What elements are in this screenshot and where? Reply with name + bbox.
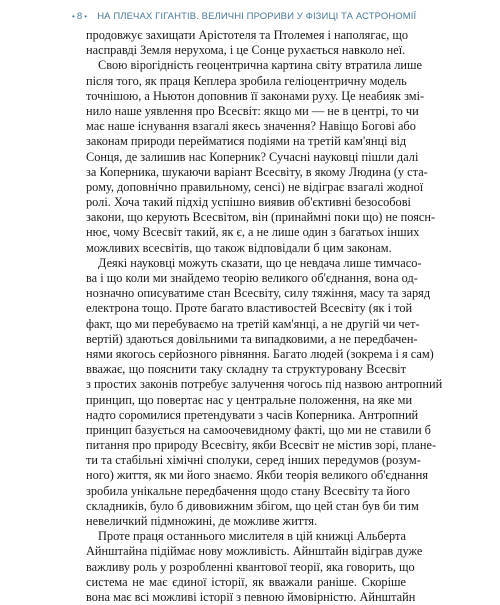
text-line: можливих всесвітів, що також відповідали б цим законам. xyxy=(86,240,392,255)
text-line: складників, було б дивовижним збігом, що цей стан був би тим xyxy=(86,498,419,513)
text-line: нозначно описуватиме стан Всесвіту, силу тяжіння, масу та заряд xyxy=(86,286,431,301)
text-line: продовжує захищати Арістотеля та Птолемея і наполягає, що xyxy=(86,28,409,42)
text-line: принцип базується на самоочевидному факті, що ми не ставили б xyxy=(86,422,431,437)
text-line: за Коперника, шукаючи варіант Всесвіту, в якому Людина (у ста- xyxy=(86,164,428,179)
header-bullet-left: • xyxy=(72,12,75,21)
header-bullet-right: • xyxy=(84,12,88,21)
text-line: ного) життя, як ми його знаємо. Якби теорія великого об'єднання xyxy=(86,468,429,483)
text-line: нями якогось серйозного рівняння. Багато людей (зокрема і я сам) xyxy=(86,346,434,361)
text-line: вертій) здаються довільними та випадковими, а не передбачен- xyxy=(86,331,418,346)
text-line: вона має всі можливі історії з певною ймовірністю. Айнштайн xyxy=(86,589,416,604)
text-line: система не має єдиної історії, як вважали раніше. Скоріше xyxy=(86,574,406,589)
text-line: питання про природу Всесвіту, якби Всесвіт не містив зорі, плане- xyxy=(86,438,437,453)
text-line: має наше існування взагалі якесь значення? Навіщо Богові або xyxy=(86,119,416,134)
text-line: насправді Земля нерухома, і це Сонце рухається навколо неї. xyxy=(86,43,406,58)
text-line: законам природи перейматися подіями на третій кам'янці від xyxy=(86,134,407,149)
text-line: Свою вірогідність геоцентрична картина світу втратила лише xyxy=(98,58,422,73)
running-title: НА ПЛЕЧАХ ГІГАНТІВ. ВЕЛИЧНІ ПРОРИВИ У ФІЗИЦІ ТА АСТРОНОМІЇ xyxy=(97,11,417,22)
text-line: нило наше уявлення про Всесвіт: якщо ми — не в центрі, то чи xyxy=(86,103,419,118)
page-number: 8 xyxy=(76,11,83,22)
text-line: точнішою, а Ньютон доповнив її законами руху. Це неабияк змі- xyxy=(86,88,425,103)
text-line: ролі. Хоча такий підхід успішно виявив об'єктивні безособові xyxy=(86,195,411,210)
body-text xyxy=(86,28,443,605)
text-line: зробила унікальне передбачення щодо стану Всесвіту та його xyxy=(86,483,411,498)
text-line: закони, що керують Всесвітом, він (принаймні поки що) не поясн- xyxy=(86,210,436,225)
text-line: Айнштайна підіймає нову можливість. Айнштайн відіграв дуже xyxy=(86,544,423,559)
text-line: надто соромилися претендувати з часів Коперника. Антропний xyxy=(86,407,419,422)
text-line: після того, як праця Кеплера зробила геліоцентричну модель xyxy=(86,73,407,88)
text-line: Сонця, де залишив нас Коперник? Сучасні науковці пішли далі xyxy=(86,149,419,164)
text-line: ти та стабільні хімічні сполуки, серед інших передумов (розум- xyxy=(86,453,421,468)
text-line: факт, що ми перебуваємо на третій кам'янці, а не другій чи чет- xyxy=(86,316,420,331)
text-line: рому, доповнічно правильному, сенсі) не відіграє взагалі жодної xyxy=(86,179,424,194)
running-header xyxy=(72,11,472,22)
text-line: нює, чому Всесвіт такий, як є, а не лише один з багатьох інших xyxy=(86,225,420,240)
text-line: ва і що коли ми знайдемо теорію великого об'єднання, вона од- xyxy=(86,271,418,285)
text-line: важливу роль у розробленні квантової теорії, яка говорить, що xyxy=(86,559,415,574)
text-line: вважає, що пояснити таку складну та структуровану Всесвіт xyxy=(86,362,406,377)
text-line: Проте праця останнього мислителя в цій книжці Альберта xyxy=(98,529,406,544)
text-line: невеличкий підмножині, де можливе життя. xyxy=(86,514,318,528)
text-line: електрона тощо. Проте багато властивостей Всесвіту (як і той xyxy=(86,301,413,316)
text-line: з простих законів потребує залучення чогось під назвою антропний xyxy=(86,377,443,392)
text-line: Деякі науковці можуть сказати, що це невдача лише тимчасо- xyxy=(98,255,422,270)
text-line: принцип, що повертає нас у центральне положення, на яке ми xyxy=(86,392,413,407)
